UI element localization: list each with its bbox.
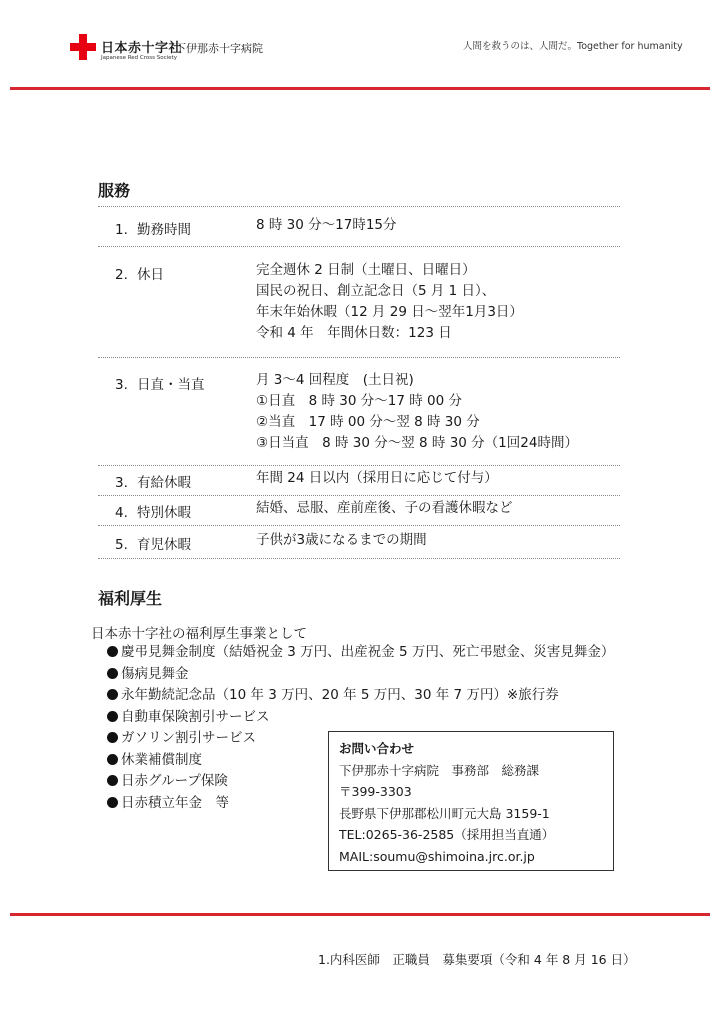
row-number: 4. [115,505,128,521]
row-label-text: 有給休暇 [137,475,191,491]
row-number: 3. [115,475,128,491]
list-item [107,642,614,664]
contact-title: お問い合わせ [339,741,415,756]
list-item-text: 日赤積立年金 等 [121,794,229,811]
duty-row-label [115,373,205,393]
list-item-text: 永年勤続記念品（10 年 3 万円、20 年 5 万円、30 年 7 万円）※旅行券 [121,687,559,703]
bullet-icon [107,732,118,743]
hospital-name: 下伊那赤十字病院 [175,42,263,55]
row-number: 3. [115,377,128,393]
row-number: 2. [115,267,128,283]
list-item [107,685,614,707]
list-item [107,664,614,686]
red-cross-logo-icon [70,34,96,60]
contact-box [328,731,614,871]
header-divider [10,87,710,90]
value-line: 8 時 30 分～17時15分 [256,217,397,233]
list-item-text: ガソリン割引サービス [121,730,256,746]
duty-row-label [115,218,191,238]
list-item-text: 自動車保険割引サービス [121,708,270,725]
list-item-text: 日赤グループ保険 [121,773,228,789]
divider [98,206,620,207]
duty-row-value [256,370,578,454]
value-line: 令和 4 年 年間休日数：123 日 [256,325,452,341]
duty-row-value [256,498,513,519]
value-line: 完全週休 2 日制（土曜日、日曜日） [256,262,476,278]
row-number: 1. [115,222,128,238]
contact-tel: TEL:0265-36-2585（採用担当直通） [339,827,555,842]
duty-row-label [115,263,164,283]
duty-row-label [115,533,191,553]
divider [98,525,620,526]
value-line: 月 3～4 回程度 (土日祝) [256,372,414,388]
bullet-icon [107,797,118,808]
contact-address: 長野県下伊那郡松川町元大島 3159-1 [339,805,550,821]
org-name-en: Japanese Red Cross Society [101,55,177,61]
value-line: 子供が3歳になるまでの期間 [256,532,427,548]
value-line: ③日当直 8 時 30 分～翌 8 時 30 分（1回24時間） [256,435,578,451]
bullet-icon [107,775,118,786]
contact-mail: MAIL:soumu@shimoina.jrc.or.jp [339,848,535,864]
row-label-text: 特別休暇 [137,505,191,521]
bullet-icon [107,754,118,765]
footer-text: 1.内科医師 正職員 募集要項（令和 4 年 8 月 16 日） [318,952,636,967]
value-line: 国民の祝日、創立記念日（5 月 1 日）、 [256,283,496,299]
row-label-text: 休日 [137,267,164,283]
value-line: 結婚、忌服、産前産後、子の看護休暇など [256,500,513,516]
duty-row-value [256,215,397,236]
duty-row-label [115,501,191,521]
value-line: ①日直 8 時 30 分～17 時 00 分 [256,393,462,409]
bullet-icon [107,689,118,700]
list-item-text: 休業補償制度 [121,751,202,768]
org-name: 日本赤十字社 [101,41,183,56]
divider [98,246,620,247]
row-label-text: 育児休暇 [137,537,191,553]
contact-dept: 下伊那赤十字病院 事務部 総務課 [339,762,540,778]
row-number: 5. [115,537,128,553]
value-line: 年間 24 日以内（採用日に応じて付与） [256,470,498,486]
row-label-text: 勤務時間 [137,222,191,238]
welfare-intro: 日本赤十字社の福利厚生事業として [91,626,307,642]
row-label-text: 日直・当直 [137,377,205,393]
divider [98,357,620,358]
duty-row-label [115,471,191,491]
bullet-icon [107,668,118,679]
welfare-section-title: 福利厚生 [98,589,163,608]
duty-row-value [256,468,498,489]
divider [98,495,620,496]
contact-postal: 〒399-3303 [339,784,412,799]
value-line: 年末年始休暇（12 月 29 日～翌年1月3日） [256,304,523,320]
slogan: 人間を救うのは、人間だ。Together for humanity [463,41,683,52]
duty-row-value [256,260,523,344]
footer-divider [10,913,710,916]
divider [98,465,620,466]
divider [98,558,620,559]
value-line: ②当直 17 時 00 分～翌 8 時 30 分 [256,414,480,430]
list-item [107,707,614,729]
list-item-text: 傷病見舞金 [121,665,189,682]
list-item-text: 慶弔見舞金制度（結婚祝金 3 万円、出産祝金 5 万円、死亡弔慰金、災害見舞金） [121,644,615,660]
bullet-icon [107,646,118,657]
duty-section-title: 服務 [98,181,131,200]
bullet-icon [107,711,118,722]
duty-row-value [256,530,427,551]
